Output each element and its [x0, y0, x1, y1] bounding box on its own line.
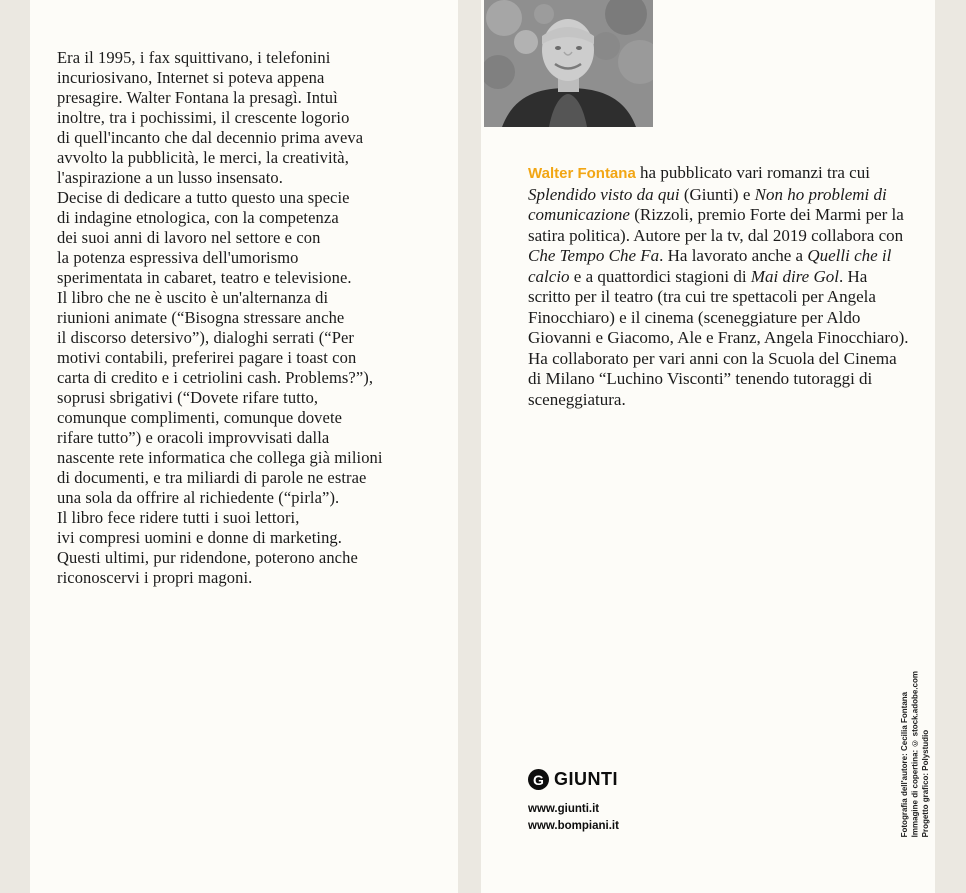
author-bio: [528, 163, 910, 410]
blurb-line: una sola da offrire al richiedente (“pirla”).: [57, 488, 340, 507]
blurb-line: di documenti, e tra miliardi di parole ne estrae: [57, 468, 367, 487]
website-list: [528, 801, 619, 835]
credit-line: Fotografia dell'autore: Cecilia Fontana: [899, 691, 909, 837]
blurb-line: comunque complimenti, comunque dovete: [57, 408, 343, 427]
website-url: www.giunti.it: [528, 803, 600, 815]
blurb-line: di indagine etnologica, con la competenza: [57, 208, 339, 227]
bio-text-segment: Mai dire Gol: [750, 266, 839, 286]
blurb-line: incuriosivano, Internet si poteva appena: [57, 68, 325, 87]
bio-text-segment: Non ho problemi di comunicazione: [528, 184, 887, 224]
book-blurb: [57, 48, 383, 588]
bio-text-segment: . Ha scritto per il teatro (tra cui tre spettacoli per Angela Finocchiaro) e il cinema (sceneggiature per Aldo Giovanni e Giacomo, Ale e Franz, Angela Finocchiaro). Ha collaborato per vari anni con la Scuola del Cinema di Milano “Luchino Visconti” tenendo tutoraggi di sceneggiatura.: [528, 266, 909, 409]
blurb-line: presagire. Walter Fontana la presagì. Intuì: [57, 88, 338, 107]
blurb-line: riconoscervi i propri magoni.: [57, 568, 253, 587]
blurb-line: nascente rete informatica che collega già milioni: [57, 448, 383, 467]
credit-line: Immagine di copertina: © stock.adobe.com: [910, 670, 919, 837]
right-flap: [481, 0, 935, 893]
bio-text-segment: . Ha lavorato anche a: [659, 246, 808, 265]
author-photo: [484, 0, 653, 127]
blurb-line: ivi compresi uomini e donne di marketing.: [57, 528, 343, 547]
blurb-line: dei suoi anni di lavoro nel settore e con: [57, 228, 321, 247]
bio-text-segment: Quelli che il calcio: [528, 246, 892, 286]
blurb-line: avvolto la pubblicità, le merci, la creatività,: [57, 148, 349, 167]
credits-colophon: [900, 671, 932, 837]
blurb-line: Il libro che ne è uscito è un'alternanza di: [57, 288, 329, 307]
author-portrait-image: [484, 0, 653, 127]
bio-text-segment: Splendido visto da qui: [528, 184, 680, 204]
blurb-line: sperimentata in cabaret, teatro e televisione.: [57, 268, 352, 287]
blurb-line: l'aspirazione a un lusso insensato.: [57, 168, 283, 187]
bio-text-segment: ha pubblicato vari romanzi tra cui: [635, 163, 870, 182]
giunti-logo-icon: G: [528, 769, 549, 790]
giunti-logo: [528, 769, 619, 790]
blurb-line: inoltre, tra i pochissimi, il crescente logorio: [57, 108, 350, 127]
blurb-line: il discorso detersivo”), dialoghi serrati (“Per: [57, 328, 355, 347]
blurb-line: la potenza espressiva dell'umorismo: [57, 248, 299, 267]
bio-text-segment: (Rizzoli, premio Forte dei Marmi per la satira politica). Autore per la tv, dal 2019 collabora con: [528, 205, 904, 245]
publisher-name: GIUNTI: [554, 769, 618, 789]
blurb-line: rifare tutto”) e oracoli improvvisati dalla: [57, 428, 330, 447]
bio-text-segment: e a quattordici stagioni di: [569, 266, 751, 286]
blurb-line: di quell'incanto che dal decennio prima aveva: [57, 128, 364, 147]
bio-text-segment: (Giunti) e: [679, 184, 755, 204]
blurb-line: carta di credito e i cetriolini cash. Problems?”),: [57, 368, 374, 387]
blurb-line: Decise di dedicare a tutto questo una specie: [57, 188, 350, 207]
blurb-line: soprusi sbrigativi (“Dovete rifare tutto,: [57, 388, 319, 407]
blurb-line: Il libro fece ridere tutti i suoi lettori,: [57, 508, 300, 527]
website-url: www.bompiani.it: [528, 820, 619, 832]
blurb-line: Questi ultimi, pur ridendone, poterono anche: [57, 548, 358, 567]
credit-line: Progetto grafico: Polystudio: [920, 729, 930, 837]
author-name: Walter Fontana: [528, 165, 636, 182]
blurb-line: motivi contabili, preferirei pagare i toast con: [57, 348, 357, 367]
blurb-line: riunioni animate (“Bisogna stressare anche: [57, 308, 345, 327]
bio-text-segment: Che Tempo Che Fa: [528, 246, 660, 265]
blurb-line: Era il 1995, i fax squittivano, i telefonini: [57, 48, 331, 67]
publisher-block: [528, 769, 619, 835]
left-flap: [30, 0, 458, 893]
